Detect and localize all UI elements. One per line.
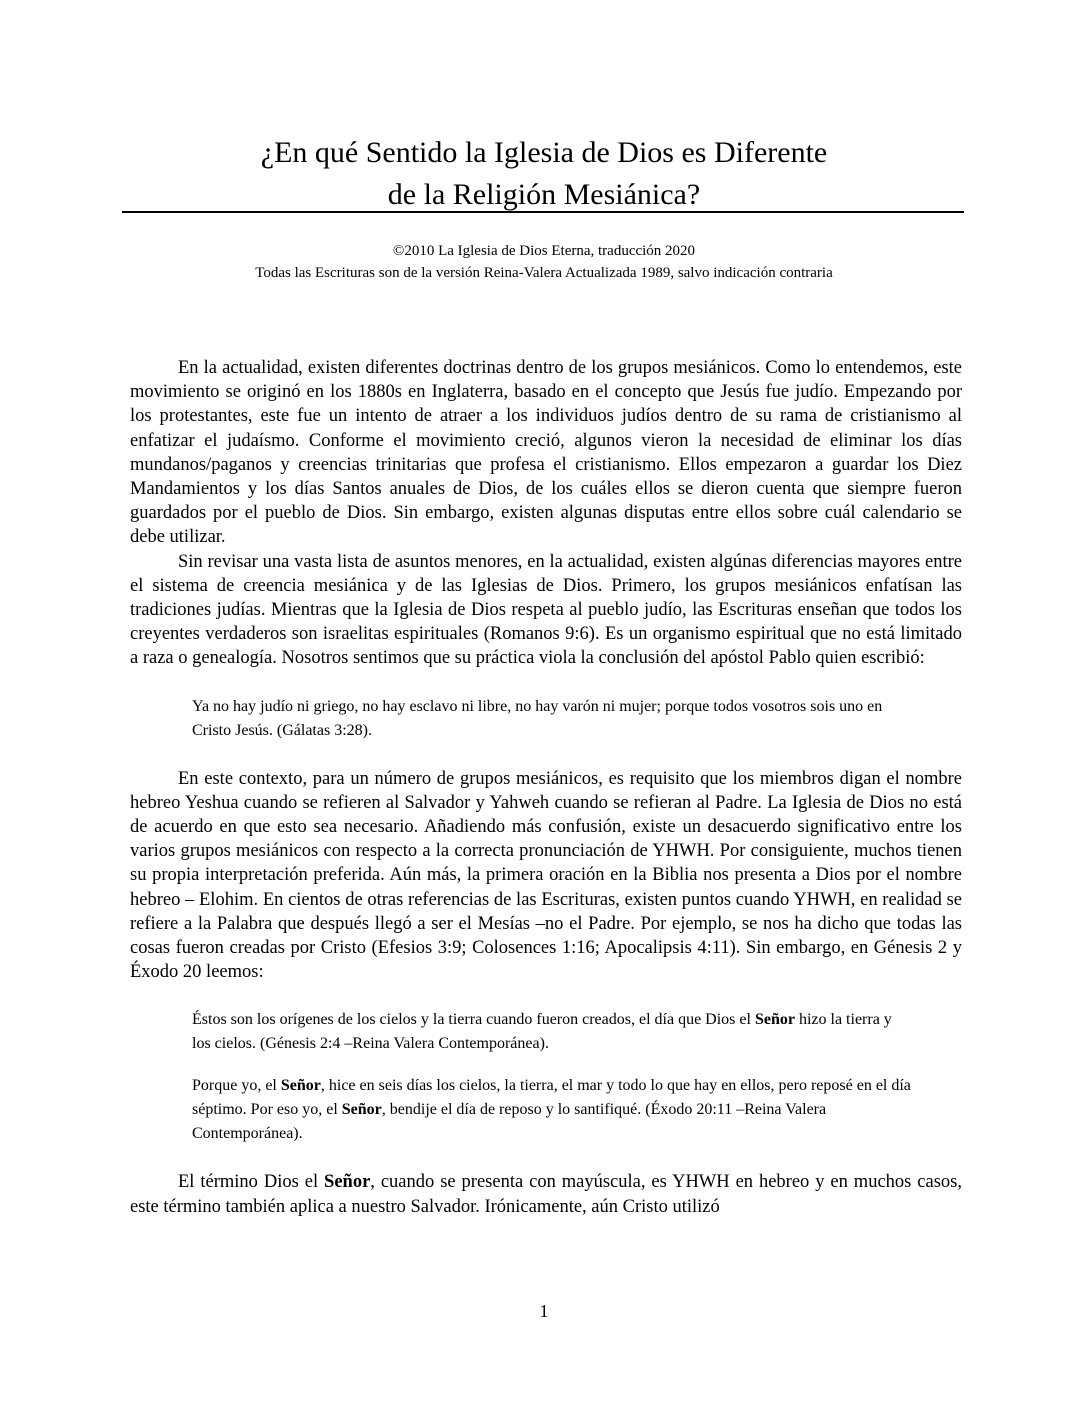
quote-genesis-text-a: Éstos son los orígenes de los cielos y la tierra cuando fueron creados, el día que Dios el — [192, 1011, 755, 1029]
paragraph-4-bold: Señor — [324, 1172, 371, 1193]
paragraph-2: Sin revisar una vasta lista de asuntos menores, en la actualidad, existen algúnas diferencias mayores entre el sistema de creencia mesiánica y de las Iglesias de Dios. Primero, los grupos mesiánicos enfatísan las tradiciones judías. Mientras que la Iglesia de Dios respeta al pueblo judío, las Escrituras enseñan que todos los creyentes verdaderos son israelitas espirituales (Romanos 9:6). Es un organismo espiritual que no está limitado a raza o genealogía. Nosotros sentimos que su práctica viola la conclusión del apóstol Pablo quien escribió: — [130, 551, 962, 669]
quote-galatas: Ya no hay judío ni griego, no hay esclavo ni libre, no hay varón ni mujer; porque todos vosotros sois uno en Cristo Jesús. (Gálatas 3:28). — [192, 697, 883, 739]
quote-exodo-text-a: Porque yo, el — [192, 1077, 281, 1095]
scripture-note: Todas las Escrituras son de la versión Reina-Valera Actualizada 1989, salvo indicación contraria — [255, 265, 833, 281]
title-line-2: de la Religión Mesiánica? — [387, 178, 701, 211]
quote-genesis-bold: Señor — [754, 1011, 795, 1029]
quote-exodo-text-c: , bendije el día de reposo y lo santifiqué. (Éxodo 20:11 –Reina Valera Contemporánea). — [192, 1101, 827, 1143]
paragraph-4-text-b: , cuando se presenta con mayúscula, es YHWH en hebreo y en muchos casos, este término también aplica a nuestro Salvador. Irónicamente, aún Cristo utilizó — [130, 1172, 962, 1217]
page-number: 1 — [539, 1301, 549, 1321]
paragraph-1: En la actualidad, existen diferentes doctrinas dentro de los grupos mesiánicos. Como lo entendemos, este movimiento se originó en los 1880s en Inglaterra, basado en el concepto que Jesús fue judío. Empezando por los protestantes, este fue un intento de atraer a los individuos judíos dentro de su rama de cristianismo al enfatizar el judaísmo. Conforme el movimiento creció, algunos vieron la necesidad de eliminar los días mundanos/paganos y creencias trinitarias que profesa el cristianismo. Ellos empezaron a guardar los Diez Mandamientos y los días Santos anuales de Dios, de los cuáles ellos se dieron cuenta que siempre fueron guardados por el pueblo de Dios. Sin embargo, existen algunas disputas entre ellos sobre cuál calendario se debe utilizar. — [130, 358, 962, 548]
copyright-line: ©2010 La Iglesia de Dios Eterna, traducción 2020 — [392, 243, 696, 259]
title-divider — [122, 211, 964, 213]
quote-exodo-bold-2: Señor — [341, 1101, 382, 1119]
quote-genesis — [192, 1008, 912, 1056]
paragraph-4-text-a: El término Dios el — [178, 1172, 325, 1193]
document-body — [130, 356, 962, 1219]
quote-genesis-text-b: hizo la tierra y los cielos. (Génesis 2:4 –Reina Valera Contemporánea). — [192, 1011, 892, 1053]
paragraph-3: En este contexto, para un número de grupos mesiánicos, es requisito que los miembros digan el nombre hebreo Yeshua cuando se refieren al Salvador y Yahweh cuando se refieran al Padre. La Iglesia de Dios no está de acuerdo en que esto sea necesario. Añadiendo más confusión, existe un desacuerdo significativo entre los varios grupos mesiánicos con respecto a la correcta pronunciación de YHWH. Por consiguiente, muchos tienen su propia interpretación preferida. Aún más, la primera oración en la Biblia nos presenta a Dios por el nombre hebreo – Elohim. En cientos de otras referencias de las Escrituras, existen puntos cuando YHWH, en realidad se refiere a la Palabra que después llegó a ser el Mesías –no el Padre. Por ejemplo, se nos ha dicho que todas las cosas fueron creadas por Cristo (Efesios 3:9; Colosences 1:16; Apocalipsis 4:11). Sin embargo, en Génesis 2 y Éxodo 20 leemos: — [130, 768, 962, 983]
quote-exodo — [192, 1074, 912, 1146]
paragraph-4 — [130, 1170, 962, 1218]
title-line-1: ¿En qué Sentido la Iglesia de Dios es Diferente — [260, 136, 828, 169]
document-meta — [100, 240, 988, 284]
quote-exodo-bold-1: Señor — [280, 1077, 321, 1095]
page-title — [100, 132, 988, 216]
quote-exodo-text-b: , hice en seis días los cielos, la tierra, el mar y todo lo que hay en ellos, pero reposé en el día séptimo. Por eso yo, el — [192, 1077, 911, 1119]
